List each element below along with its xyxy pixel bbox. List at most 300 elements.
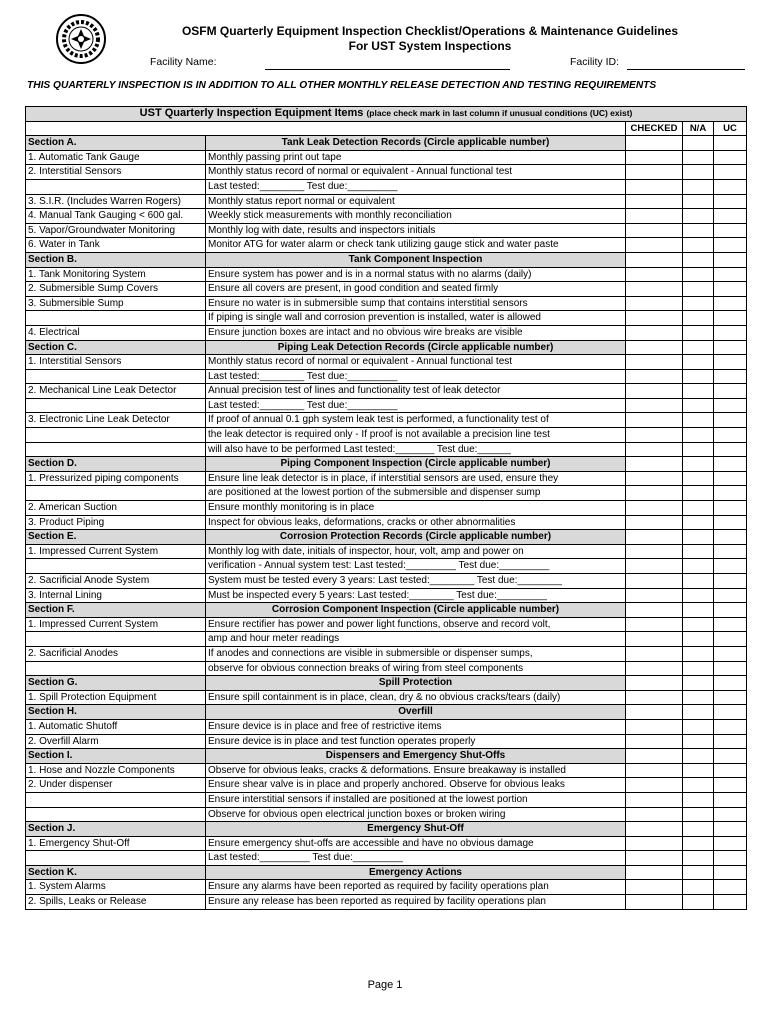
item-guideline: Ensure system has power and is in a normal status with no alarms (daily) bbox=[206, 267, 626, 282]
uc-cell[interactable] bbox=[714, 705, 747, 720]
item-label: 1. Impressed Current System bbox=[26, 544, 206, 559]
section-title: Dispensers and Emergency Shut-Offs bbox=[206, 749, 626, 764]
item-label bbox=[26, 442, 206, 457]
checked-cell[interactable] bbox=[626, 807, 683, 822]
checked-cell[interactable] bbox=[626, 136, 683, 151]
table-row bbox=[26, 851, 747, 866]
na-cell[interactable] bbox=[683, 355, 714, 370]
item-label bbox=[26, 486, 206, 501]
item-label bbox=[26, 311, 206, 326]
item-guideline: Ensure monthly monitoring is in place bbox=[206, 501, 626, 516]
table-row bbox=[26, 267, 747, 282]
uc-cell[interactable] bbox=[714, 515, 747, 530]
item-label: 6. Water in Tank bbox=[26, 238, 206, 253]
section-header-row bbox=[26, 136, 747, 151]
checked-cell[interactable] bbox=[626, 690, 683, 705]
uc-cell[interactable] bbox=[714, 398, 747, 413]
checked-cell[interactable] bbox=[626, 340, 683, 355]
checked-cell[interactable] bbox=[626, 880, 683, 895]
checked-cell[interactable] bbox=[626, 646, 683, 661]
uc-cell[interactable] bbox=[714, 574, 747, 589]
checked-cell[interactable] bbox=[626, 865, 683, 880]
na-cell[interactable] bbox=[683, 836, 714, 851]
uc-cell[interactable] bbox=[714, 792, 747, 807]
checked-cell[interactable] bbox=[626, 398, 683, 413]
table-row bbox=[26, 150, 747, 165]
uc-cell[interactable] bbox=[714, 267, 747, 282]
section-label: Section H. bbox=[26, 705, 206, 720]
uc-cell[interactable] bbox=[714, 661, 747, 676]
na-cell[interactable] bbox=[683, 559, 714, 574]
checked-cell[interactable] bbox=[626, 165, 683, 180]
na-cell[interactable] bbox=[683, 646, 714, 661]
uc-cell[interactable] bbox=[714, 428, 747, 443]
table-row bbox=[26, 179, 747, 194]
checked-cell[interactable] bbox=[626, 676, 683, 691]
section-label: Section C. bbox=[26, 340, 206, 355]
item-label: 1. Spill Protection Equipment bbox=[26, 690, 206, 705]
uc-cell[interactable] bbox=[714, 442, 747, 457]
na-cell[interactable] bbox=[683, 763, 714, 778]
na-cell[interactable] bbox=[683, 778, 714, 793]
na-cell[interactable] bbox=[683, 544, 714, 559]
checked-cell[interactable] bbox=[626, 311, 683, 326]
inspection-table bbox=[25, 106, 747, 910]
uc-cell[interactable] bbox=[714, 209, 747, 224]
uc-cell[interactable] bbox=[714, 734, 747, 749]
column-header-row bbox=[26, 121, 747, 136]
checked-cell[interactable] bbox=[626, 252, 683, 267]
uc-cell[interactable] bbox=[714, 646, 747, 661]
checked-cell[interactable] bbox=[626, 486, 683, 501]
item-guideline: Ensure junction boxes are intact and no obvious wire breaks are visible bbox=[206, 325, 626, 340]
uc-cell[interactable] bbox=[714, 676, 747, 691]
item-label: 1. Automatic Shutoff bbox=[26, 719, 206, 734]
item-guideline: Last tested:________ Test due:_________ bbox=[206, 398, 626, 413]
section-title: Emergency Actions bbox=[206, 865, 626, 880]
uc-cell[interactable] bbox=[714, 822, 747, 837]
checked-cell[interactable] bbox=[626, 296, 683, 311]
item-guideline: Annual precision test of lines and functionality test of leak detector bbox=[206, 384, 626, 399]
na-cell[interactable] bbox=[683, 734, 714, 749]
uc-cell[interactable] bbox=[714, 282, 747, 297]
checked-cell[interactable] bbox=[626, 384, 683, 399]
na-cell[interactable] bbox=[683, 457, 714, 472]
na-cell[interactable] bbox=[683, 413, 714, 428]
na-cell[interactable] bbox=[683, 603, 714, 618]
uc-cell[interactable] bbox=[714, 895, 747, 910]
na-cell[interactable] bbox=[683, 822, 714, 837]
table-row bbox=[26, 428, 747, 443]
na-cell[interactable] bbox=[683, 719, 714, 734]
checked-cell[interactable] bbox=[626, 895, 683, 910]
checked-cell[interactable] bbox=[626, 355, 683, 370]
item-guideline: Ensure emergency shut-offs are accessible and have no obvious damage bbox=[206, 836, 626, 851]
table-row bbox=[26, 690, 747, 705]
na-cell[interactable] bbox=[683, 398, 714, 413]
table-row bbox=[26, 384, 747, 399]
item-label bbox=[26, 398, 206, 413]
checked-cell[interactable] bbox=[626, 150, 683, 165]
na-cell[interactable] bbox=[683, 749, 714, 764]
table-row bbox=[26, 734, 747, 749]
item-label bbox=[26, 179, 206, 194]
item-label: 2. Interstitial Sensors bbox=[26, 165, 206, 180]
uc-cell[interactable] bbox=[714, 778, 747, 793]
item-label: 2. Under dispenser bbox=[26, 778, 206, 793]
item-guideline: Observe for obvious leaks, cracks & deformations. Ensure breakaway is installed bbox=[206, 763, 626, 778]
checked-cell[interactable] bbox=[626, 763, 683, 778]
item-guideline: Monitor ATG for water alarm or check tank utilizing gauge stick and water paste bbox=[206, 238, 626, 253]
table-row bbox=[26, 165, 747, 180]
section-label: Section G. bbox=[26, 676, 206, 691]
item-label: 5. Vapor/Groundwater Monitoring bbox=[26, 223, 206, 238]
na-cell[interactable] bbox=[683, 895, 714, 910]
checked-cell[interactable] bbox=[626, 822, 683, 837]
uc-cell[interactable] bbox=[714, 530, 747, 545]
uc-cell[interactable] bbox=[714, 807, 747, 822]
table-row bbox=[26, 413, 747, 428]
checked-cell[interactable] bbox=[626, 209, 683, 224]
na-cell[interactable] bbox=[683, 471, 714, 486]
table-row bbox=[26, 763, 747, 778]
checked-cell[interactable] bbox=[626, 194, 683, 209]
item-label: 1. Hose and Nozzle Components bbox=[26, 763, 206, 778]
section-header-row bbox=[26, 340, 747, 355]
uc-cell[interactable] bbox=[714, 179, 747, 194]
item-guideline: Ensure all covers are present, in good condition and seated firmly bbox=[206, 282, 626, 297]
col-checked: CHECKED bbox=[626, 121, 683, 136]
table-row bbox=[26, 486, 747, 501]
checked-cell[interactable] bbox=[626, 617, 683, 632]
item-label: 3. Submersible Sump bbox=[26, 296, 206, 311]
checked-cell[interactable] bbox=[626, 442, 683, 457]
uc-cell[interactable] bbox=[714, 150, 747, 165]
uc-cell[interactable] bbox=[714, 340, 747, 355]
table-row bbox=[26, 209, 747, 224]
checked-cell[interactable] bbox=[626, 734, 683, 749]
uc-cell[interactable] bbox=[714, 719, 747, 734]
table-row bbox=[26, 719, 747, 734]
notice-banner: THIS QUARTERLY INSPECTION IS IN ADDITION TO ALL OTHER MONTHLY RELEASE DETECTION AND TESTING REQUIREMENTS bbox=[27, 80, 657, 91]
item-label bbox=[26, 792, 206, 807]
item-label: 1. Pressurized piping components bbox=[26, 471, 206, 486]
checked-cell[interactable] bbox=[626, 515, 683, 530]
item-guideline: Observe for obvious open electrical junction boxes or broken wiring bbox=[206, 807, 626, 822]
item-guideline: Ensure shear valve is in place and properly anchored. Observe for obvious leaks bbox=[206, 778, 626, 793]
na-cell[interactable] bbox=[683, 676, 714, 691]
checked-cell[interactable] bbox=[626, 428, 683, 443]
table-row bbox=[26, 194, 747, 209]
section-title: Emergency Shut-Off bbox=[206, 822, 626, 837]
uc-cell[interactable] bbox=[714, 603, 747, 618]
checked-cell[interactable] bbox=[626, 501, 683, 516]
checked-cell[interactable] bbox=[626, 749, 683, 764]
item-label: 1. Emergency Shut-Off bbox=[26, 836, 206, 851]
item-label: 1. Interstitial Sensors bbox=[26, 355, 206, 370]
title-line-1: OSFM Quarterly Equipment Inspection Checklist/Operations & Maintenance Guidelines bbox=[181, 24, 679, 38]
item-label: 1. System Alarms bbox=[26, 880, 206, 895]
item-label: 2. Mechanical Line Leak Detector bbox=[26, 384, 206, 399]
section-title: Spill Protection bbox=[206, 676, 626, 691]
item-guideline: Inspect for obvious leaks, deformations, cracks or other abnormalities bbox=[206, 515, 626, 530]
na-cell[interactable] bbox=[683, 340, 714, 355]
na-cell[interactable] bbox=[683, 574, 714, 589]
checked-cell[interactable] bbox=[626, 457, 683, 472]
section-title: Corrosion Protection Records (Circle applicable number) bbox=[206, 530, 626, 545]
uc-cell[interactable] bbox=[714, 865, 747, 880]
uc-cell[interactable] bbox=[714, 136, 747, 151]
uc-cell[interactable] bbox=[714, 252, 747, 267]
item-label: 1. Tank Monitoring System bbox=[26, 267, 206, 282]
uc-cell[interactable] bbox=[714, 588, 747, 603]
item-guideline: Ensure device is in place and free of restrictive items bbox=[206, 719, 626, 734]
na-cell[interactable] bbox=[683, 617, 714, 632]
na-cell[interactable] bbox=[683, 194, 714, 209]
item-guideline: If proof of annual 0.1 gph system leak test is performed, a functionality test of bbox=[206, 413, 626, 428]
table-row bbox=[26, 223, 747, 238]
item-label: 3. Product Piping bbox=[26, 515, 206, 530]
section-label: Section K. bbox=[26, 865, 206, 880]
table-row bbox=[26, 355, 747, 370]
table-row bbox=[26, 574, 747, 589]
na-cell[interactable] bbox=[683, 282, 714, 297]
na-cell[interactable] bbox=[683, 428, 714, 443]
item-guideline: Ensure line leak detector is in place, if interstitial sensors are used, ensure they bbox=[206, 471, 626, 486]
header-spacer bbox=[26, 121, 626, 136]
na-cell[interactable] bbox=[683, 252, 714, 267]
item-label: 2. Spills, Leaks or Release bbox=[26, 895, 206, 910]
na-cell[interactable] bbox=[683, 690, 714, 705]
item-label: 2. Sacrificial Anodes bbox=[26, 646, 206, 661]
section-title: Piping Component Inspection (Circle applicable number) bbox=[206, 457, 626, 472]
checked-cell[interactable] bbox=[626, 238, 683, 253]
uc-cell[interactable] bbox=[714, 325, 747, 340]
checked-cell[interactable] bbox=[626, 559, 683, 574]
checked-cell[interactable] bbox=[626, 413, 683, 428]
na-cell[interactable] bbox=[683, 209, 714, 224]
checked-cell[interactable] bbox=[626, 267, 683, 282]
na-cell[interactable] bbox=[683, 792, 714, 807]
item-guideline: Ensure device is in place and test function operates properly bbox=[206, 734, 626, 749]
na-cell[interactable] bbox=[683, 705, 714, 720]
uc-cell[interactable] bbox=[714, 486, 747, 501]
item-label: 2. Sacrificial Anode System bbox=[26, 574, 206, 589]
na-cell[interactable] bbox=[683, 851, 714, 866]
na-cell[interactable] bbox=[683, 384, 714, 399]
table-row bbox=[26, 807, 747, 822]
na-cell[interactable] bbox=[683, 807, 714, 822]
item-guideline: amp and hour meter readings bbox=[206, 632, 626, 647]
na-cell[interactable] bbox=[683, 296, 714, 311]
item-guideline: Last tested:________ Test due:_________ bbox=[206, 179, 626, 194]
section-header-row bbox=[26, 822, 747, 837]
table-row bbox=[26, 311, 747, 326]
na-cell[interactable] bbox=[683, 501, 714, 516]
section-label: Section J. bbox=[26, 822, 206, 837]
na-cell[interactable] bbox=[683, 588, 714, 603]
document-title bbox=[120, 24, 740, 53]
table-row bbox=[26, 646, 747, 661]
section-header-row bbox=[26, 457, 747, 472]
item-guideline: observe for obvious connection breaks of wiring from steel components bbox=[206, 661, 626, 676]
checked-cell[interactable] bbox=[626, 369, 683, 384]
facility-name-field[interactable] bbox=[265, 69, 510, 70]
checked-cell[interactable] bbox=[626, 792, 683, 807]
na-cell[interactable] bbox=[683, 325, 714, 340]
section-label: Section B. bbox=[26, 252, 206, 267]
section-header-row bbox=[26, 530, 747, 545]
na-cell[interactable] bbox=[683, 238, 714, 253]
checked-cell[interactable] bbox=[626, 282, 683, 297]
checked-cell[interactable] bbox=[626, 719, 683, 734]
item-label bbox=[26, 807, 206, 822]
checked-cell[interactable] bbox=[626, 179, 683, 194]
item-guideline: Ensure no water is in submersible sump that contains interstitial sensors bbox=[206, 296, 626, 311]
uc-cell[interactable] bbox=[714, 471, 747, 486]
section-header-row bbox=[26, 252, 747, 267]
na-cell[interactable] bbox=[683, 632, 714, 647]
uc-cell[interactable] bbox=[714, 165, 747, 180]
checked-cell[interactable] bbox=[626, 705, 683, 720]
table-row bbox=[26, 836, 747, 851]
na-cell[interactable] bbox=[683, 311, 714, 326]
checked-cell[interactable] bbox=[626, 574, 683, 589]
uc-cell[interactable] bbox=[714, 457, 747, 472]
checked-cell[interactable] bbox=[626, 836, 683, 851]
item-guideline: System must be tested every 3 years: Last tested:________ Test due:________ bbox=[206, 574, 626, 589]
uc-cell[interactable] bbox=[714, 880, 747, 895]
item-guideline: Last tested:________ Test due:_________ bbox=[206, 369, 626, 384]
na-cell[interactable] bbox=[683, 150, 714, 165]
section-title: Piping Leak Detection Records (Circle applicable number) bbox=[206, 340, 626, 355]
page-number: Page 1 bbox=[367, 979, 403, 991]
uc-cell[interactable] bbox=[714, 355, 747, 370]
na-cell[interactable] bbox=[683, 136, 714, 151]
item-label bbox=[26, 428, 206, 443]
item-guideline: Ensure rectifier has power and power light functions, observe and record volt, bbox=[206, 617, 626, 632]
table-row bbox=[26, 588, 747, 603]
na-cell[interactable] bbox=[683, 442, 714, 457]
item-label bbox=[26, 632, 206, 647]
table-title: UST Quarterly Inspection Equipment Items (place check mark in last column if unusual conditions (UC) exist) bbox=[26, 107, 747, 122]
na-cell[interactable] bbox=[683, 880, 714, 895]
uc-cell[interactable] bbox=[714, 223, 747, 238]
item-label: 2. American Suction bbox=[26, 501, 206, 516]
uc-cell[interactable] bbox=[714, 194, 747, 209]
table-row bbox=[26, 238, 747, 253]
na-cell[interactable] bbox=[683, 486, 714, 501]
checked-cell[interactable] bbox=[626, 632, 683, 647]
table-row bbox=[26, 661, 747, 676]
na-cell[interactable] bbox=[683, 661, 714, 676]
item-label: 3. Electronic Line Leak Detector bbox=[26, 413, 206, 428]
table-row bbox=[26, 471, 747, 486]
item-label: 4. Electrical bbox=[26, 325, 206, 340]
item-label bbox=[26, 851, 206, 866]
uc-cell[interactable] bbox=[714, 544, 747, 559]
item-label bbox=[26, 369, 206, 384]
facility-name-label: Facility Name: bbox=[150, 56, 217, 68]
checked-cell[interactable] bbox=[626, 588, 683, 603]
section-label: Section E. bbox=[26, 530, 206, 545]
item-guideline: will also have to be performed Last tested:_______ Test due:______ bbox=[206, 442, 626, 457]
table-row bbox=[26, 559, 747, 574]
osfm-seal-logo bbox=[56, 14, 106, 64]
na-cell[interactable] bbox=[683, 865, 714, 880]
na-cell[interactable] bbox=[683, 179, 714, 194]
uc-cell[interactable] bbox=[714, 501, 747, 516]
section-header-row bbox=[26, 749, 747, 764]
col-uc: UC bbox=[714, 121, 747, 136]
na-cell[interactable] bbox=[683, 369, 714, 384]
table-row bbox=[26, 325, 747, 340]
uc-cell[interactable] bbox=[714, 690, 747, 705]
uc-cell[interactable] bbox=[714, 763, 747, 778]
item-label: 1. Automatic Tank Gauge bbox=[26, 150, 206, 165]
table-row bbox=[26, 282, 747, 297]
checked-cell[interactable] bbox=[626, 223, 683, 238]
section-header-row bbox=[26, 603, 747, 618]
table-row bbox=[26, 617, 747, 632]
na-cell[interactable] bbox=[683, 515, 714, 530]
uc-cell[interactable] bbox=[714, 836, 747, 851]
uc-cell[interactable] bbox=[714, 311, 747, 326]
na-cell[interactable] bbox=[683, 530, 714, 545]
section-header-row bbox=[26, 705, 747, 720]
na-cell[interactable] bbox=[683, 223, 714, 238]
item-guideline: the leak detector is required only - If proof is not available a precision line test bbox=[206, 428, 626, 443]
item-label: 3. Internal Lining bbox=[26, 588, 206, 603]
item-guideline: Monthly passing print out tape bbox=[206, 150, 626, 165]
item-guideline: Last tested:_________ Test due:_________ bbox=[206, 851, 626, 866]
checked-cell[interactable] bbox=[626, 851, 683, 866]
facility-id-field[interactable] bbox=[627, 69, 745, 70]
uc-cell[interactable] bbox=[714, 413, 747, 428]
uc-cell[interactable] bbox=[714, 369, 747, 384]
checked-cell[interactable] bbox=[626, 325, 683, 340]
table-row bbox=[26, 792, 747, 807]
uc-cell[interactable] bbox=[714, 749, 747, 764]
section-label: Section D. bbox=[26, 457, 206, 472]
checked-cell[interactable] bbox=[626, 603, 683, 618]
na-cell[interactable] bbox=[683, 267, 714, 282]
checked-cell[interactable] bbox=[626, 544, 683, 559]
uc-cell[interactable] bbox=[714, 296, 747, 311]
item-guideline: Ensure interstitial sensors if installed are positioned at the lowest portion bbox=[206, 792, 626, 807]
checked-cell[interactable] bbox=[626, 778, 683, 793]
item-guideline: If anodes and connections are visible in submersible or dispenser sumps, bbox=[206, 646, 626, 661]
checked-cell[interactable] bbox=[626, 530, 683, 545]
uc-cell[interactable] bbox=[714, 384, 747, 399]
item-guideline: Monthly log with date, results and inspectors initials bbox=[206, 223, 626, 238]
title-line-2: For UST System Inspections bbox=[348, 38, 512, 53]
uc-cell[interactable] bbox=[714, 559, 747, 574]
uc-cell[interactable] bbox=[714, 632, 747, 647]
uc-cell[interactable] bbox=[714, 617, 747, 632]
section-title: Tank Component Inspection bbox=[206, 252, 626, 267]
section-label: Section F. bbox=[26, 603, 206, 618]
checked-cell[interactable] bbox=[626, 471, 683, 486]
uc-cell[interactable] bbox=[714, 238, 747, 253]
na-cell[interactable] bbox=[683, 165, 714, 180]
item-guideline: Ensure any release has been reported as required by facility operations plan bbox=[206, 895, 626, 910]
uc-cell[interactable] bbox=[714, 851, 747, 866]
item-guideline: Ensure any alarms have been reported as required by facility operations plan bbox=[206, 880, 626, 895]
item-guideline: verification - Annual system test: Last tested:_________ Test due:_________ bbox=[206, 559, 626, 574]
checked-cell[interactable] bbox=[626, 661, 683, 676]
table-row bbox=[26, 442, 747, 457]
